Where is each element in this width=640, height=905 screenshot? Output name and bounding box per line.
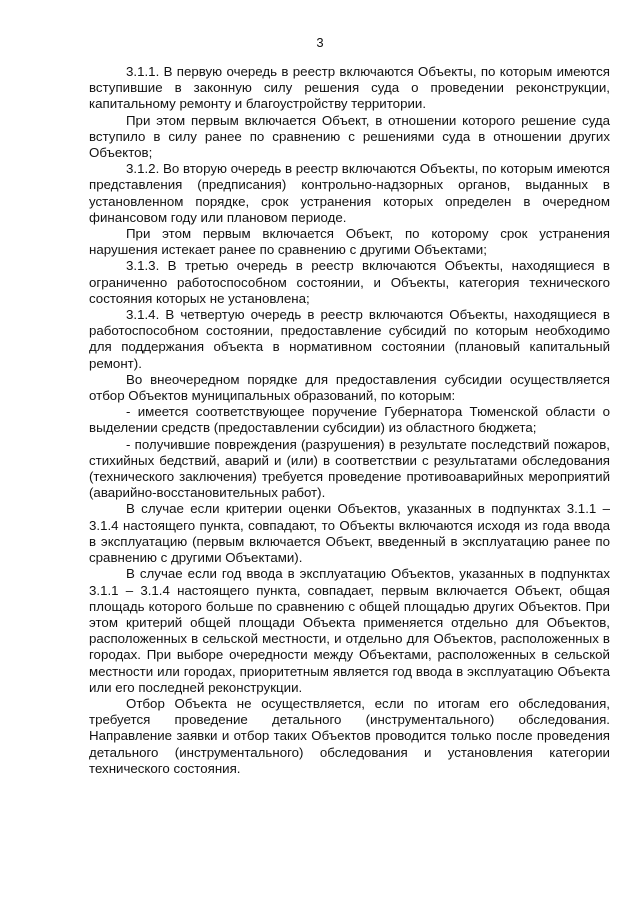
list-item-governor-order: - имеется соответствующее поручение Губернатора Тюменской области о выделении средств (предоставлении субсидии) из областного бюджета;	[89, 404, 610, 436]
paragraph-area-criterion: В случае если год ввода в эксплуатацию Объектов, указанных в подпунктах 3.1.1 – 3.1.4 настоящего пункта, совпадает, первым включается Объект, общая площадь которого больше по сравнению с общей площадью других Объектов. При этом критерий общей площади Объекта применяется отдельно для Объектов, расположенных в сельской местности, и отдельно для Объектов, расположенных в городах. При выборе очередности между Объектами, расположенных в сельской местности или городах, приоритетным является год ввода в эксплуатацию Объекта или его последней реконструкции.	[89, 566, 610, 695]
paragraph-court-priority: При этом первым включается Объект, в отношении которого решение суда вступило в силу ранее по сравнению с решениями суда в отношении других Объектов;	[89, 112, 610, 161]
list-item-damaged-objects: - получившие повреждения (разрушения) в результате последствий пожаров, стихийных бедствий, аварий и (или) в соответствии с результатами обследования (технического заключения) требуется проведение противоаварийных мероприятий (аварийно-восстановительных работ).	[89, 436, 610, 501]
paragraph-deadline-priority: При этом первым включается Объект, по которому срок устранения нарушения истекает ранее по сравнению с другими Объектами;	[89, 226, 610, 258]
paragraph-selection-exclusion: Отбор Объекта не осуществляется, если по итогам его обследования, требуется проведение детального (инструментального) обследования. Направление заявки и отбор таких Объектов проводится только после проведения детального (инструментального) обследования и установления категории технического состояния.	[89, 695, 610, 776]
document-body	[89, 64, 610, 777]
paragraph-3-1-2: 3.1.2. Во вторую очередь в реестр включаются Объекты, по которым имеются представления (предписания) контрольно-надзорных органов, выданных в установленном порядке, срок устранения которых определен в очередном финансовом году или плановом периоде.	[89, 161, 610, 225]
paragraph-3-1-4: 3.1.4. В четвертую очередь в реестр включаются Объекты, находящиеся в работоспособном состоянии, предоставление субсидий по которым необходимо для поддержания объекта в нормативном состоянии (плановый капитальный ремонт).	[89, 307, 610, 371]
paragraph-3-1-3: 3.1.3. В третью очередь в реестр включаются Объекты, находящиеся в ограниченно работоспособном состоянии, и Объекты, категория технического состояния которых не установлена;	[89, 258, 610, 306]
page-number: 3	[316, 35, 324, 50]
paragraph-extraordinary-order: Во внеочередном порядке для предоставления субсидии осуществляется отбор Объектов муниципальных образований, по которым:	[89, 371, 610, 404]
paragraph-year-criterion: В случае если критерии оценки Объектов, указанных в подпунктах 3.1.1 – 3.1.4 настоящего пункта, совпадают, то Объекты включаются исходя из года ввода в эксплуатацию (первым включается Объект, введенный в эксплуатацию ранее по сравнению с другими Объектами).	[89, 501, 610, 566]
paragraph-3-1-1: 3.1.1. В первую очередь в реестр включаются Объекты, по которым имеются вступившие в законную силу решения суда о проведении реконструкции, капитальному ремонту и благоустройству территории.	[89, 64, 610, 112]
